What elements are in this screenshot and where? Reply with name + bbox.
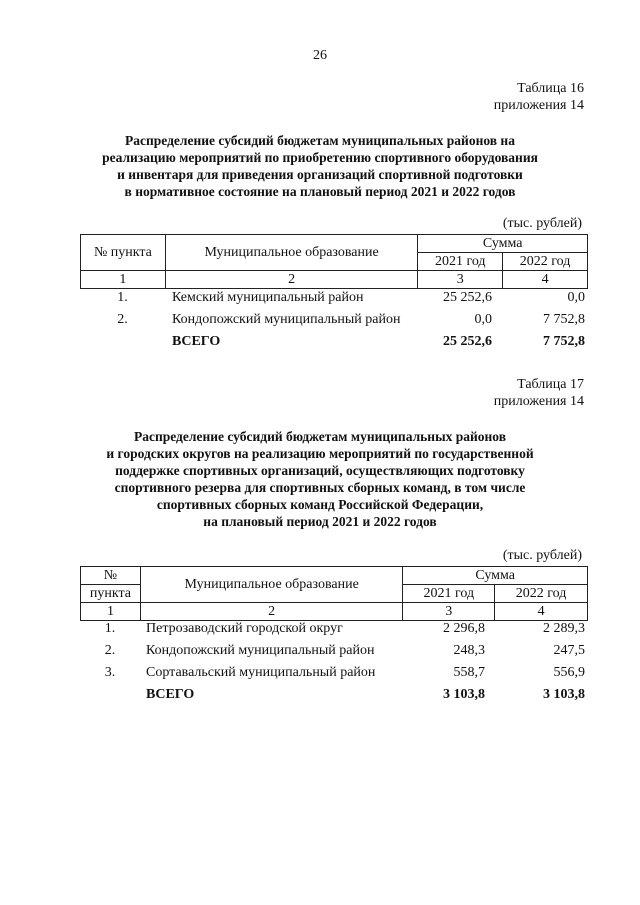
table16-label-line1: Таблица 16: [517, 81, 584, 96]
total-label: ВСЕГО: [146, 687, 195, 702]
table16-index-cell: 1: [81, 271, 166, 289]
row-name: Петрозаводский городской округ: [146, 621, 343, 636]
table17-body: [80, 619, 588, 707]
row-value-2022: 0,0: [567, 290, 585, 305]
row-value-2022: 7 752,8: [543, 312, 585, 327]
row-name: Кемский муниципальный район: [172, 290, 364, 305]
table17-col-2022-header: 2022 год: [495, 585, 588, 603]
table17-title-line: на плановый период 2021 и 2022 годов: [203, 514, 437, 529]
table16-title-line: и инвентаря для приведения организаций спортивной подготовки: [117, 167, 523, 182]
total-value-2022: 3 103,8: [543, 687, 585, 702]
row-name: Сортавальский муниципальный район: [146, 665, 376, 680]
table16-col-num-header: № пункта: [81, 235, 166, 271]
table16-title-line: реализацию мероприятий по приобретению спортивного оборудования: [102, 150, 538, 165]
row-number: 2.: [117, 312, 128, 327]
table16-index-cell: 2: [165, 271, 417, 289]
table17-label: [494, 376, 584, 410]
table16-units: (тыс. рублей): [502, 216, 582, 231]
row-value-2021: 0,0: [474, 312, 492, 327]
table17-label-line2: приложения 14: [493, 394, 584, 409]
table16-label: [494, 80, 584, 114]
row-value-2021: 25 252,6: [443, 290, 492, 305]
table16-index-cell: 4: [503, 271, 588, 289]
table17-title-line: поддержке спортивных организаций, осуществляющих подготовку: [115, 463, 525, 478]
table16-col-mo-header: Муниципальное образование: [165, 235, 417, 271]
table17-label-line1: Таблица 17: [517, 377, 584, 392]
table17-col-sum-header: Сумма: [403, 567, 588, 585]
table16-title: [60, 132, 580, 200]
table17-index-cell: 1: [81, 603, 141, 621]
row-value-2022: 247,5: [553, 643, 585, 658]
table16-title-line: Распределение субсидий бюджетам муниципальных районов на: [125, 133, 515, 148]
row-number: 1.: [104, 621, 116, 636]
table17-units: (тыс. рублей): [502, 548, 582, 563]
total-value-2022: 7 752,8: [543, 334, 585, 349]
table17-title-line: Распределение субсидий бюджетам муниципальных районов: [133, 429, 507, 444]
table17-col-num-header: №: [81, 567, 141, 585]
table16-index-cell: 3: [418, 271, 503, 289]
table16-label-line2: приложения 14: [493, 98, 584, 113]
table17-header: [80, 566, 588, 621]
table17-title-line: спортивного резерва для спортивных сборных команд, в том числе: [114, 480, 526, 495]
row-value-2021: 248,3: [453, 643, 485, 658]
table17-title: [60, 428, 580, 530]
table16-col-2021-header: 2021 год: [418, 253, 503, 271]
row-value-2022: 556,9: [553, 665, 585, 680]
table17-title-line: и городских округов на реализацию мероприятий по государственной: [106, 446, 534, 461]
row-name: Кондопожский муниципальный район: [146, 643, 375, 658]
table17-index-cell: 3: [403, 603, 495, 621]
table16-body: [80, 288, 588, 354]
total-value-2021: 3 103,8: [443, 687, 485, 702]
row-number: 1.: [117, 290, 128, 305]
table16-header: [80, 234, 588, 289]
row-value-2021: 558,7: [453, 665, 485, 680]
table17-col-mo-header: Муниципальное образование: [140, 567, 402, 603]
total-label: ВСЕГО: [172, 334, 221, 349]
table17-index-cell: 4: [495, 603, 588, 621]
table17-title-line: спортивных сборных команд Российской Федерации,: [156, 497, 484, 512]
row-number: 2.: [104, 643, 116, 658]
row-value-2022: 2 289,3: [543, 621, 585, 636]
page-number: 26: [313, 48, 327, 63]
total-value-2021: 25 252,6: [443, 334, 492, 349]
table17-index-cell: 2: [140, 603, 402, 621]
row-value-2021: 2 296,8: [443, 621, 485, 636]
table16-title-line: в нормативное состояние на плановый период 2021 и 2022 годов: [124, 184, 516, 199]
table16-col-2022-header: 2022 год: [503, 253, 588, 271]
row-name: Кондопожский муниципальный район: [172, 312, 401, 327]
table16-col-sum-header: Сумма: [418, 235, 588, 253]
table17-col-2021-header: 2021 год: [403, 585, 495, 603]
table17-col-num-header-line2: пункта: [81, 585, 141, 603]
row-number: 3.: [104, 665, 116, 680]
